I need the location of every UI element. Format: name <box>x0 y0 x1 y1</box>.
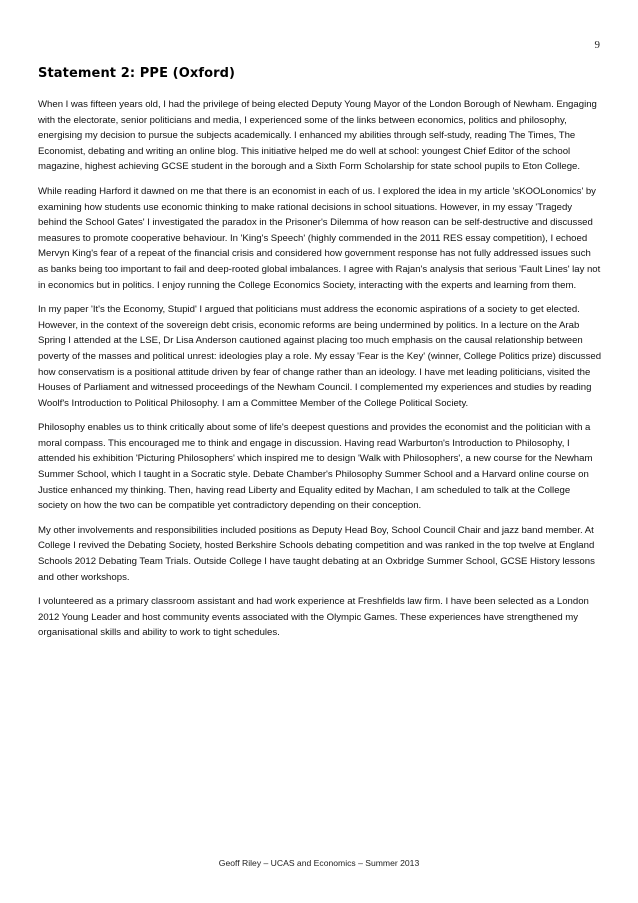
page-footer: Geoff Riley – UCAS and Economics – Summer 2013 <box>218 858 420 868</box>
paragraph-politics: In my paper 'It's the Economy, Stupid' I argued that politicians must address the economic aspirations of a society to get elected. However, in the context of the sovereign debt crisis, economic reforms are being undermined by politics. In a lecture on the Arab Spring I attended at the LSE, Dr Lisa Anderson cautioned against placing too much emphasis on the causal relationship between poverty of the masses and political unrest: ideologies play a role. My essay 'Fear is the Key' (winner, College Politics prize) discussed how conservatism is a positional attitude driven by fear of change rather than an ideology. I have met leading politicians, visited the Houses of Parliament and witnessed proceedings of the Newham Council. I complemented my experiences and studies by reading Woolf's Introduction to Political Philosophy. I am a Committee Member of the College Political Society. <box>38 304 602 409</box>
paragraph-volunteering: I volunteered as a primary classroom assistant and had work experience at Freshfields law firm. I have been selected as a London 2012 Young Leader and host community events associated with the Olympic Games. These experiences have strengthened my organisational skills and ability to work to tight schedules. <box>38 596 589 639</box>
page-number: 9 <box>594 39 600 51</box>
paragraph-involvements: My other involvements and responsibilities included positions as Deputy Head Boy, School Council Chair and jazz band member. At College I revived the Debating Society, hosted Berkshire Schools debating competition and was ranked in the top twelve at England Schools 2012 Debating Team Trials. Outside College I have taught debating at an Oxbridge Summer School, GCSE History lessons and other workshops. <box>38 524 595 583</box>
paragraph-philosophy: Philosophy enables us to think critically about some of life's deepest questions and provides the economist and the politician with a moral compass. This encouraged me to think and engage in discussion. Having read Warburton's Introduction to Philosophy, I attended his exhibition 'Picturing Philosophers' which inspired me to design 'Walk with Philosophers', a new course for the Newham Summer School, which I taught in a Socratic style. Debate Chamber's Philosophy Summer School and a Harvard online course on Justice enhanced my thinking. Then, having read Liberty and Equality edited by Machan, I am scheduled to talk at the College society on how the two can be compatible yet contradictory depending on their conception. <box>38 422 593 512</box>
statement-title: Statement 2: PPE (Oxford) <box>38 66 236 81</box>
statement-body <box>38 97 602 650</box>
paragraph-deputy-mayor: When I was fifteen years old, I had the privilege of being elected Deputy Young Mayor of the London Borough of Newham. Engaging with the electorate, senior politicians and media, I experienced some of the links between economics, politics and philosophy, energising my decision to pursue the subjects academically. I enhanced my abilities through self-study, reading The Times, The Economist, debating and writing an online blog. This initiative helped me do well at school: youngest Chief Editor of the school magazine, highest achieving GCSE student in the borough and a Sixth Form Scholarship for state school pupils to Eton College. <box>38 99 597 173</box>
paragraph-economics: While reading Harford it dawned on me that there is an economist in each of us. I explored the idea in my article 'sKOOLonomics' by examining how students use economic thinking to make rational decisions in school situations. However, in my essay 'Tragedy behind the School Gates' I investigated the paradox in the Prisoner's Dilemma of how reason can be self-destructive and discussed measures to promote cooperative behaviour. In 'King's Speech' (highly commended in the 2011 RES essay competition), I echoed Mervyn King's fear of a repeat of the financial crisis and considered how government response has not fully addressed issues such as banks being too important to fail and deep-rooted global imbalances. I agree with Rajan's analysis that serious 'Fault Lines' lay not in economics but in politics. I enjoy running the College Economics Society, interacting with the experts and learning from them. <box>38 185 601 291</box>
